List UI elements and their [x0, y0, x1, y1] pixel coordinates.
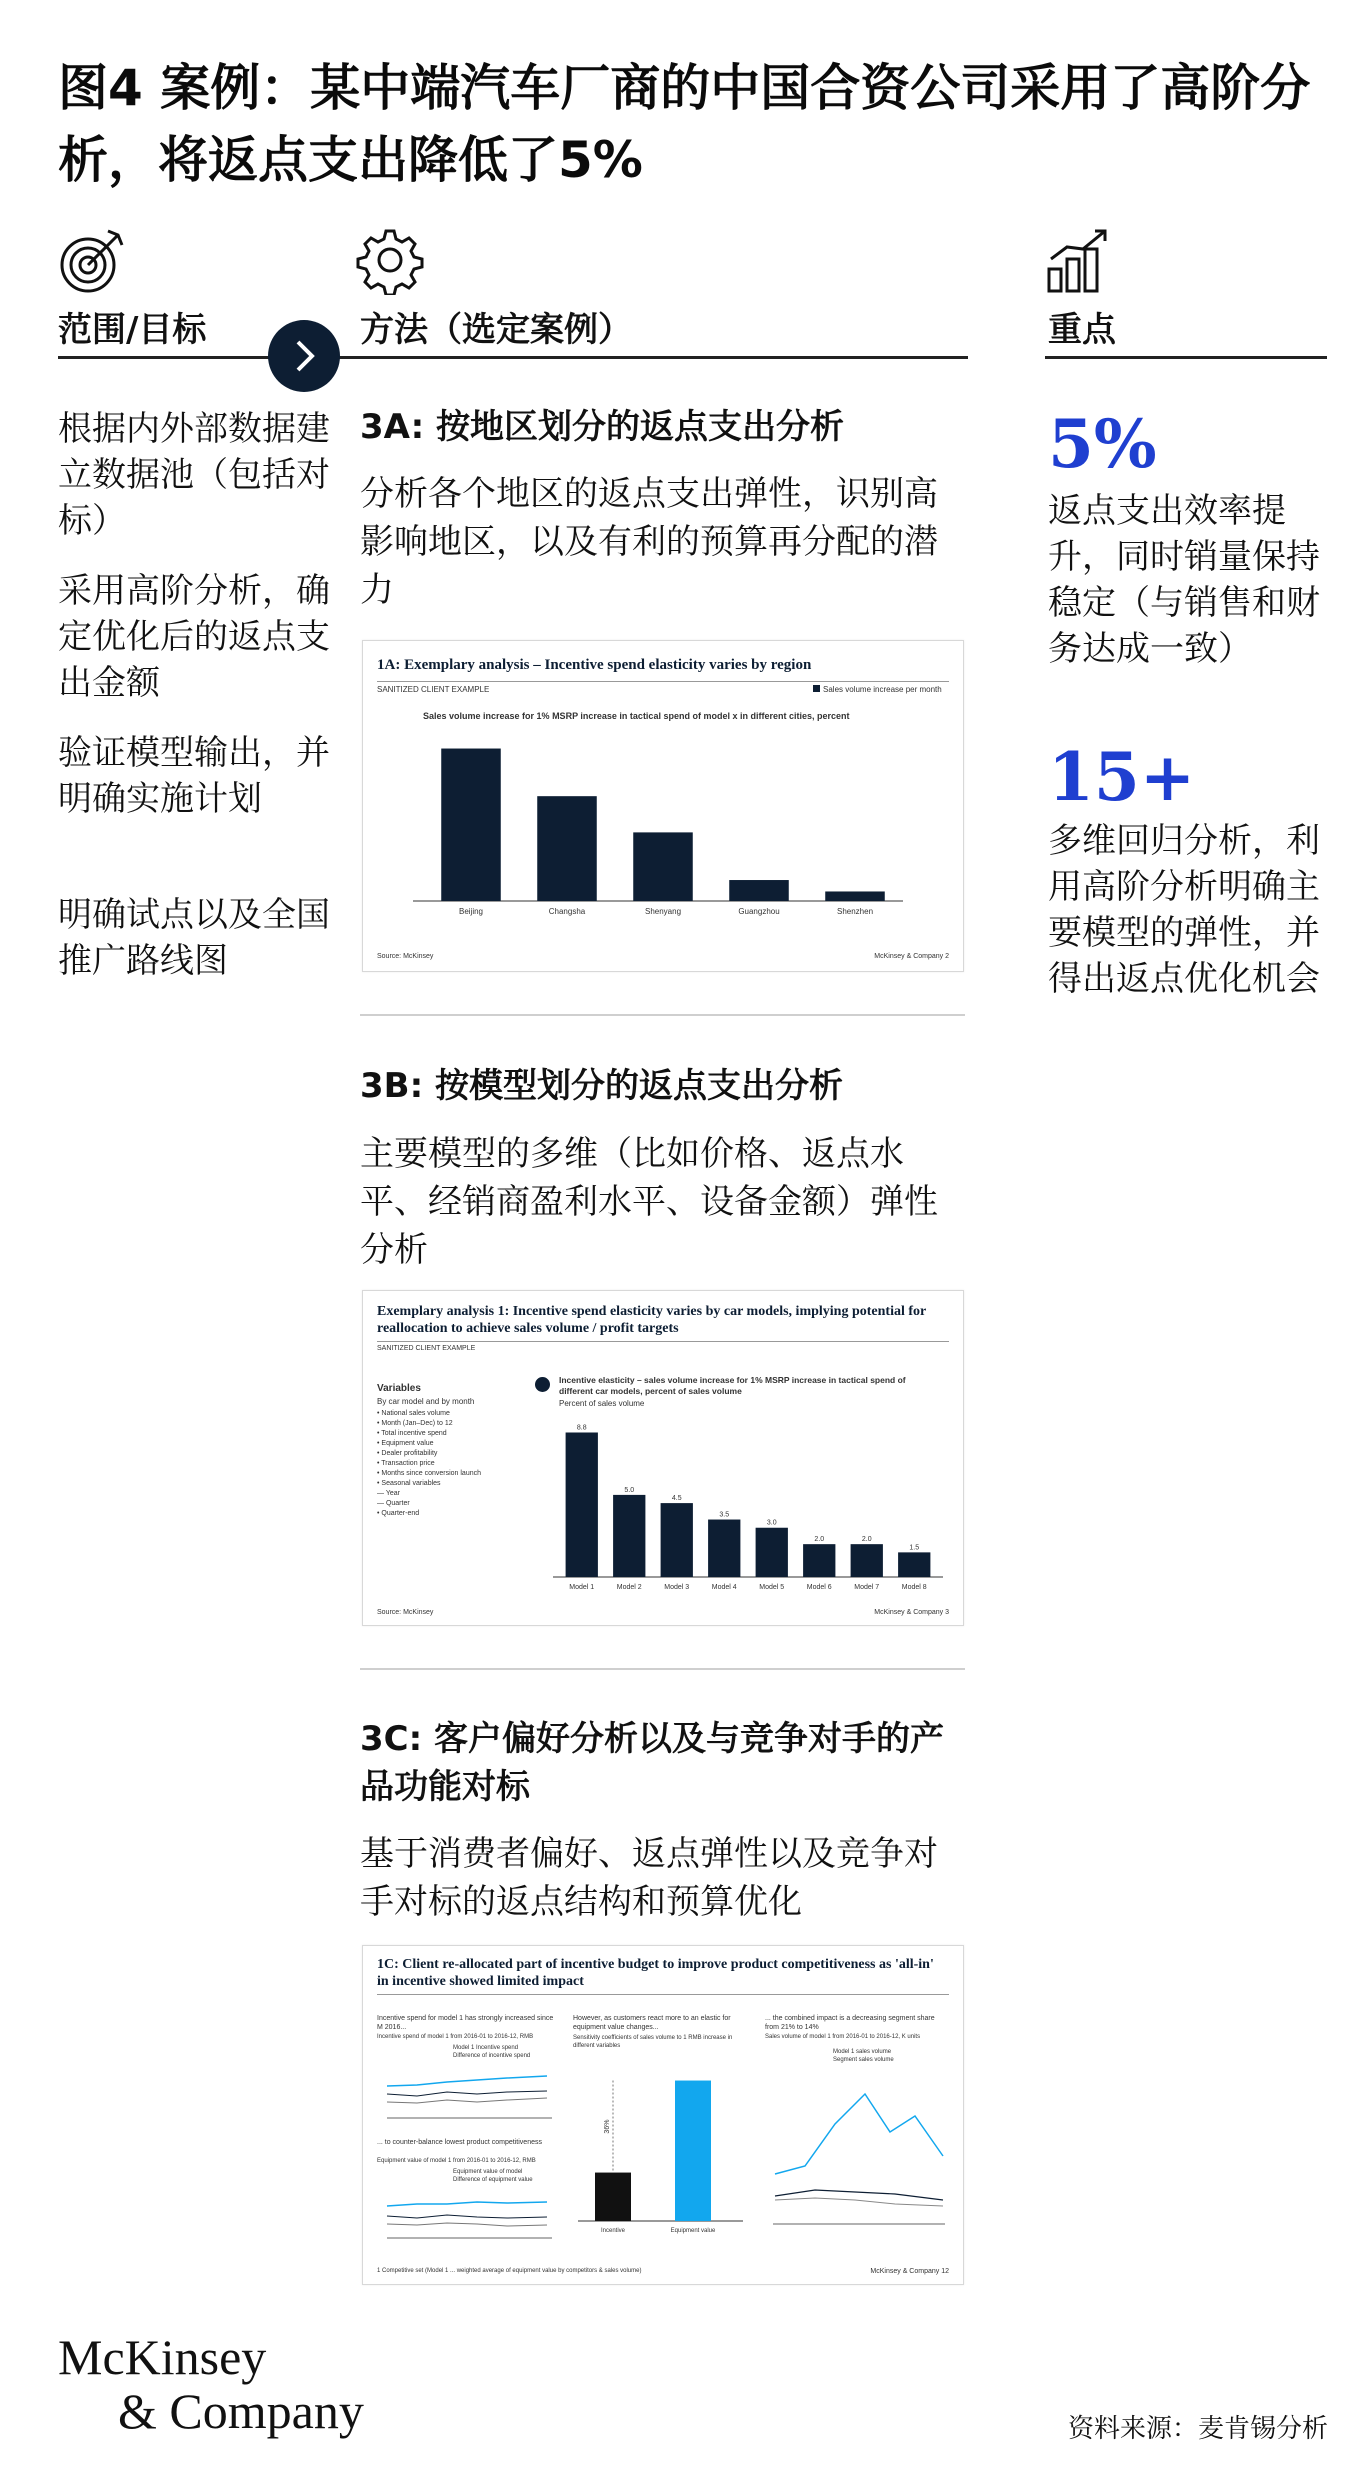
chart-b-data-label: 8.8 — [576, 1424, 587, 1432]
kpi-value: 5% — [1048, 405, 1157, 483]
chart-a-bar — [537, 796, 597, 901]
thumb-c-p1b-legend: Equipment value of model Difference of equipment value — [453, 2169, 533, 2183]
chart-a-tick-label: Guangzhou — [738, 907, 780, 916]
arrow-circle — [268, 320, 340, 392]
variable-item: • Transaction price — [377, 1460, 435, 1467]
chart-b-data-label: 5.0 — [624, 1486, 635, 1494]
divider — [360, 1014, 965, 1016]
chart-b-bar — [756, 1528, 788, 1577]
chart-b-bar — [708, 1520, 740, 1577]
thumb-c-p2-text: However, as customers react more to an elastic for equipment value changes... — [573, 2015, 731, 2031]
thumb-a-legend: Sales volume increase per month — [813, 685, 942, 694]
thumb-c-footer-right: McKinsey & Company 12 — [870, 2268, 949, 2275]
section-3b-title: 3B: 按模型划分的返点支出分析 — [360, 1066, 844, 1106]
chart-b-tick-label: Model 7 — [854, 1584, 880, 1591]
scope-heading: 范围/目标 — [58, 310, 207, 350]
focus-rule — [1045, 356, 1327, 359]
section-3a-title: 3A: 按地区划分的返点支出分析 — [360, 407, 845, 447]
chart-b-bar — [566, 1432, 598, 1577]
thumb-b-var-sub: By car model and by month — [377, 1397, 475, 1406]
variable-item: • National sales volume — [377, 1410, 450, 1417]
thumb-c-p3-legend: Model 1 sales volume Segment sales volume — [833, 2049, 894, 2063]
chart-c — [573, 2056, 753, 2246]
kpi-value: 15+ — [1048, 738, 1196, 816]
thumb-c-line-chart-2 — [377, 2182, 557, 2248]
thumb-c-p3-sub: Sales volume of model 1 from 2016-01 to 2016-12, K units — [765, 2034, 921, 2040]
thumb-c-p2-sub: Sensitivity coefficients of sales volume to 1 RMB increase in different variables — [573, 2035, 733, 2049]
scope-item: 明确试点以及全国推广路线图 — [58, 895, 330, 981]
chart-b-data-label: 2.0 — [861, 1536, 872, 1544]
thumb-b-tag: SANITIZED CLIENT EXAMPLE — [377, 1345, 476, 1352]
thumb-b-variable-list — [377, 1409, 527, 1519]
thumb-b-chart-sub: Percent of sales volume — [559, 1399, 645, 1408]
chart-b-data-label: 2.0 — [814, 1536, 825, 1544]
chart-c-bar — [675, 2081, 711, 2221]
chart-a-tick-label: Shenyang — [644, 907, 682, 916]
variable-item: • Month (Jan–Dec) to 12 — [377, 1420, 453, 1427]
thumb-b-footer-right: McKinsey & Company 3 — [874, 1609, 949, 1616]
thumb-b-arrow — [535, 1377, 550, 1392]
page-title: 图4 案例：某中端汽车厂商的中国合资公司采用了高阶分析，将返点支出降低了5% — [58, 59, 1311, 189]
mckinsey-logo: McKinsey & Company — [58, 2329, 364, 2439]
thumb-a-tag: SANITIZED CLIENT EXAMPLE — [377, 685, 490, 694]
thumb-a-title: 1A: Exemplary analysis – Incentive spend elasticity varies by region — [377, 657, 812, 673]
thumb-b-chart-title: Incentive elasticity – sales volume increase for 1% MSRP increase in tactical spend of different car models, percent of sales volume — [559, 1375, 906, 1396]
chart-b-bar — [803, 1544, 835, 1577]
thumb-c-p1b-text: ... to counter-balance lowest product competitiveness — [377, 2139, 542, 2146]
method-heading: 方法（选定案例） — [360, 310, 632, 350]
chart-a-bar — [633, 832, 693, 901]
chart-a-bar — [825, 891, 885, 901]
chart-a-tick-label: Changsha — [548, 907, 586, 916]
source-note: 资料来源：麦肯锡分析 — [1067, 2414, 1328, 2444]
chart-b-data-label: 4.5 — [671, 1495, 682, 1503]
chart-a-tick-label: Shenzhen — [836, 907, 874, 916]
kpi-text: 返点支出效率提升，同时销量保持稳定（与销售和财务达成一致） — [1048, 491, 1320, 669]
thumb-c-p1-sub: Incentive spend of model 1 from 2016-01 to 2016-12, RMB — [377, 2034, 534, 2040]
chart-b-data-label: 1.5 — [909, 1544, 920, 1552]
thumb-c-p1-legend: Model 1 Incentive spend Difference of incentive spend — [453, 2045, 531, 2059]
target-icon — [58, 225, 128, 295]
thumb-c-footer-left: 1 Competitive set (Model 1 ... weighted average of equipment value by competitors & sales volume) — [377, 2268, 642, 2274]
variable-item: • Dealer profitability — [377, 1450, 438, 1457]
chevron-right-icon — [268, 320, 340, 392]
thumbnail-3a — [362, 640, 964, 972]
chart-c-bar — [595, 2173, 631, 2221]
variable-item: • Months since conversion launch — [377, 1470, 482, 1477]
chart-a-tick-label: Beijing — [458, 907, 484, 916]
variable-item: — Quarter — [377, 1500, 410, 1507]
chart-b-bar — [613, 1495, 645, 1577]
divider — [360, 1668, 965, 1670]
thumb-c-line-chart-3 — [765, 2064, 950, 2244]
chart-a-bar — [729, 880, 789, 901]
chart-b-bar — [851, 1544, 883, 1577]
chart-c-tick-label: Equipment value — [670, 2228, 716, 2234]
variable-item: • Equipment value — [377, 1440, 434, 1447]
chart-a — [413, 733, 933, 933]
header-rule — [58, 356, 968, 359]
variable-item: — Year — [377, 1490, 400, 1497]
chart-b-tick-label: Model 3 — [664, 1584, 690, 1591]
chart-b-tick-label: Model 2 — [616, 1584, 642, 1591]
chart-b-data-label: 3.5 — [719, 1511, 730, 1519]
scope-item: 验证模型输出，并明确实施计划 — [58, 733, 330, 819]
chart-b-tick-label: Model 8 — [901, 1584, 927, 1591]
section-3b-body: 主要模型的多维（比如价格、返点水平、经销商盈利水平、设备金额）弹性分析 — [360, 1134, 938, 1270]
variable-item: • Quarter-end — [377, 1510, 420, 1517]
thumbnail-3c — [362, 1945, 964, 2285]
thumbnail-3b — [362, 1290, 964, 1626]
chart-b-tick-label: Model 1 — [569, 1584, 595, 1591]
thumb-b-footer-left: Source: McKinsey — [377, 1609, 434, 1616]
chart-b-data-label: 3.0 — [766, 1519, 777, 1527]
thumb-a-footer-right: McKinsey & Company 2 — [874, 953, 949, 960]
chart-b-tick-label: Model 4 — [711, 1584, 737, 1591]
bar-chart-icon — [1045, 225, 1115, 295]
chart-a-bar — [441, 749, 501, 901]
chart-b-bar — [898, 1552, 930, 1577]
thumb-c-p1-text: Incentive spend for model 1 has strongly increased since M 2016... — [377, 2015, 554, 2031]
chart-b-tick-label: Model 6 — [806, 1584, 832, 1591]
variable-item: • Seasonal variables — [377, 1480, 441, 1487]
thumb-c-p3-text: ... the combined impact is a decreasing segment share from 21% to 14% — [765, 2015, 935, 2031]
chart-c-tick-label: Incentive — [600, 2228, 626, 2234]
thumb-c-p1b-sub: Equipment value of model 1 from 2016-01 to 2016-12, RMB — [377, 2158, 536, 2164]
chart-b-tick-label: Model 5 — [759, 1584, 785, 1591]
section-3a-body: 分析各个地区的返点支出弹性，识别高影响地区，以及有利的预算再分配的潜力 — [360, 474, 938, 610]
scope-item: 采用高阶分析，确定优化后的返点支出金额 — [58, 571, 330, 703]
thumb-b-var-head: Variables — [377, 1383, 421, 1394]
scope-item: 根据内外部数据建立数据池（包括对标） — [58, 409, 330, 541]
section-3c-body: 基于消费者偏好、返点弹性以及竞争对手对标的返点结构和预算优化 — [360, 1834, 938, 1922]
chart-b-bar — [661, 1503, 693, 1577]
thumb-a-footer-left: Source: McKinsey — [377, 953, 434, 960]
chart-b — [553, 1409, 953, 1599]
thumb-c-line-chart-1 — [377, 2058, 557, 2128]
section-3c-title: 3C: 客户偏好分析以及与竞争对手的产品功能对标 — [360, 1719, 945, 1807]
thumb-c-title: 1C: Client re-allocated part of incentive budget to improve product competitiveness as 'all-in' in incentive showed limited impact — [377, 1957, 934, 1989]
focus-heading: 重点 — [1048, 310, 1116, 350]
thumb-a-subtitle: Sales volume increase for 1% MSRP increase in tactical spend of model x in different cities, percent — [423, 711, 850, 721]
chart-c-pct-label: 36% — [604, 2119, 611, 2134]
variable-item: • Total incentive spend — [377, 1430, 447, 1437]
kpi-text: 多维回归分析，利用高阶分析明确主要模型的弹性，并得出返点优化机会 — [1048, 821, 1320, 999]
gear-icon — [355, 225, 425, 295]
thumb-b-title: Exemplary analysis 1: Incentive spend elasticity varies by car models, implying potential for reallocation to achieve sales volume / profit targets — [377, 1304, 926, 1336]
